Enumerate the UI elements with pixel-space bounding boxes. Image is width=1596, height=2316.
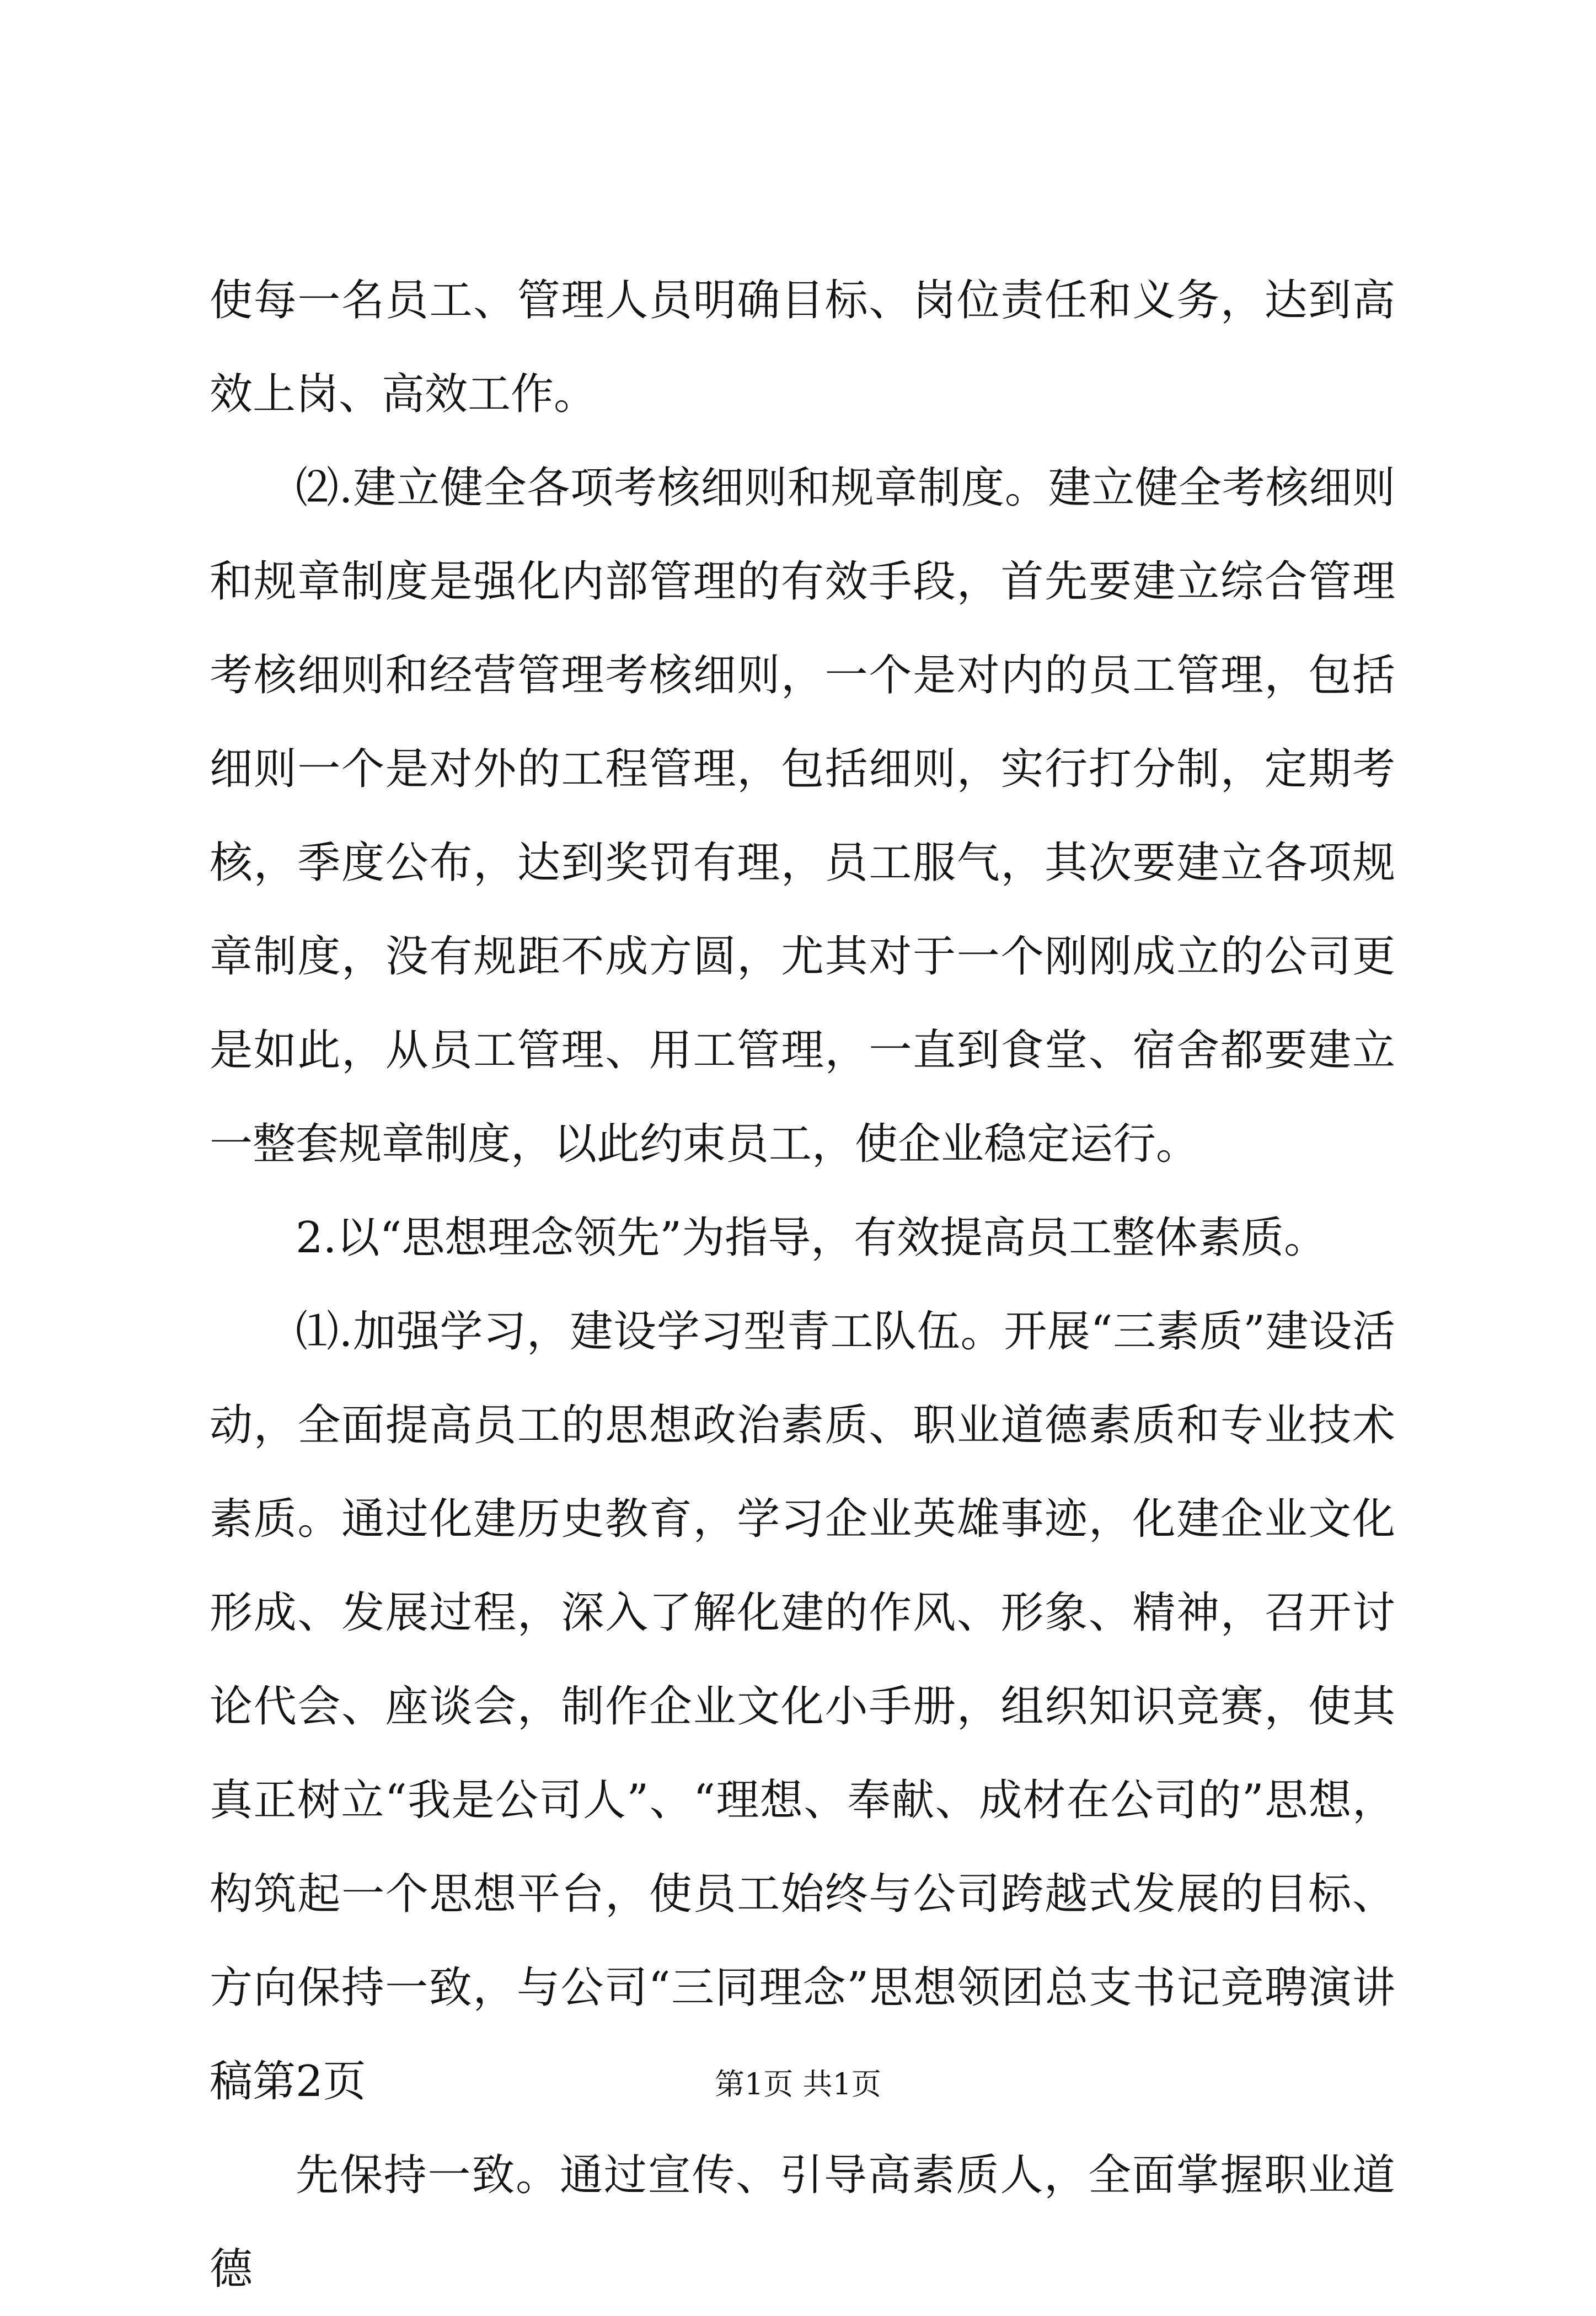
paragraph-5: 先保持一致。通过宣传、引导高素质人，全面掌握职业道德 <box>210 2151 1395 2294</box>
page-footer: 第1页 共1页 <box>715 2067 881 2101</box>
document-body <box>210 254 1395 2316</box>
paragraph-4: ⑴.加强学习，建设学习型青工队伍。开展“三素质”建设活动，全面提高员工的思想政治素质、职业道德素质和专业技术素质。通过化建历史教育，学习企业英雄事迹，化建企业文化形成、发展过程，深入了解化建的作风、形象、精神，召开讨论代会、座谈会，制作企业文化小手册，组织知识竞赛，使其真正树立“我是公司人”、“理想、奉献、成材在公司的”思想，构筑起一个思想平台，使员工始终与公司跨越式发展的目标、方向保持一致，与公司“三同理念”思想领团总支书记竞聘演讲稿第2页 <box>210 1307 1395 2106</box>
paragraph-3: 2.以“思想理念领先”为指导，有效提高员工整体素质。 <box>296 1213 1327 1263</box>
paragraph-1: 使每一名员工、管理人员明确目标、岗位责任和义务，达到高效上岗、高效工作。 <box>210 276 1395 419</box>
paragraph-2: ⑵.建立健全各项考核细则和规章制度。建立健全考核细则和规章制度是强化内部管理的有效手段，首先要建立综合管理考核细则和经营管理考核细则，一个是对内的员工管理，包括细则一个是对外的工程管理，包括细则，实行打分制，定期考核，季度公布，达到奖罚有理，员工服气，其次要建立各项规章制度，没有规距不成方圆，尤其对于一个刚刚成立的公司更是如此，从员工管理、用工管理，一直到食堂、宿舍都要建立一整套规章制度，以此约束员工，使企业稳定运行。 <box>210 463 1395 1169</box>
